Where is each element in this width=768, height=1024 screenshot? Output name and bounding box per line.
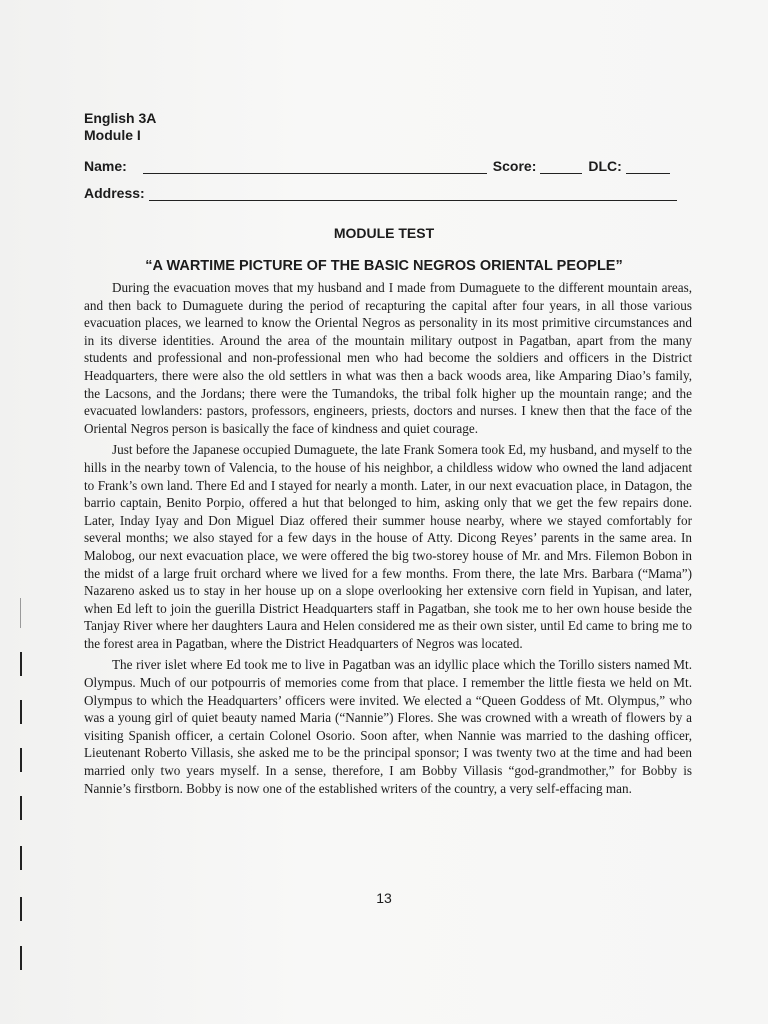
page-number: 13	[376, 890, 392, 906]
module-title: Module I	[84, 127, 141, 143]
binding-mark	[20, 748, 22, 772]
header	[84, 110, 156, 144]
name-score-row	[84, 158, 670, 174]
dlc-field-line	[626, 159, 670, 174]
paragraph: During the evacuation moves that my husband and I made from Dumaguete to the different mountain areas, and then back to Dumaguete during the period of recapturing the capital after four years, in all those various evacuation places, we learned to know the Oriental Negros as personality in its most primitive circumstances and in its diverse identities. Around the area of the mountain military outpost in Pagatban, apart from the many students and professional and non-professional men who had become the soldiers and officers in the District Headquarters, there were also the old settlers in what was then a back woods area, like Amparing Diao’s family, the Lacsons, and the Jordans; there were the Tumandoks, the tribal folk higher up the mountain range; and the evacuated lowlanders: pastors, professors, engineers, priests, doctors and nurses. I knew then that the face of the Oriental Negros person is basically the face of kindness and quiet courage.	[84, 280, 692, 436]
paragraph: The river islet where Ed took me to live in Pagatban was an idyllic place which the Torillo sisters named Mt. Olympus. Much of our potpourris of memories come from that place. I remember the little fiesta we held on Mt. Olympus to which the Headquarters’ officers were invited. We elected a “Queen Goddess of Mt. Olympus,” who was a young girl of quiet beauty named Maria (“Nannie”) Flores. She was crowned with a wreath of flowers by a visiting Spanish officer, a certain Colonel Osorio. Soon after, when Nannie was married to the dashing officer, Lieutenant Roberto Villasis, she asked me to be the principal sponsor; I was twenty two at the time and had been married only two years myself. In a sense, therefore, I am Bobby Villasis “god-grandmother,” for Bobby is Nannie’s firstborn. Bobby is now one of the established writers of the country, a very self-effacing man.	[84, 657, 692, 796]
binding-mark	[20, 946, 22, 970]
name-field-line	[143, 159, 487, 174]
address-row	[84, 185, 677, 201]
binding-mark	[20, 700, 22, 724]
reading-body	[84, 279, 692, 801]
address-label: Address:	[84, 185, 145, 201]
binding-mark	[20, 897, 22, 921]
binding-mark	[20, 796, 22, 820]
score-field-line	[540, 159, 582, 174]
paragraph: Just before the Japanese occupied Dumaguete, the late Frank Somera took Ed, my husband, and myself to the hills in the nearby town of Valencia, to the house of his neighbor, a childless widow who owned the land adjacent to Frank’s own land. There Ed and I stayed for nearly a month. Later, in our next evacuation place, in Datagon, the barrio captain, Benito Porpio, offered a hut that belonged to him, asking only that we get the few repairs done. Later, Inday Iyay and Don Miguel Diaz offered their summer house nearby, where we stayed comfortably for several months; we also stayed for a few days in the house of Atty. Dicong Reyes’ parents in the same area. In Malobog, our next evacuation place, we were offered the big two-storey house of Mr. and Mrs. Filemon Bobon in the midst of a large fruit orchard where we lived for a few months. From there, the late Mrs. Barbara (“Mama”) Nazareno asked us to stay in her house up on a slope overlooking her extensive corn field in Yupisan, and later, when Ed left to join the guerilla District Headquarters staff in Pagatban, she took me to her own house beside the Tanjay River where her daughters Laura and Helen considered me as their own sister, until Ed came to bring me to the forest area in Pagatban, where the District Headquarters of Negros was located.	[84, 442, 692, 651]
name-label: Name:	[84, 158, 127, 174]
address-field-line	[149, 186, 677, 201]
course-title: English 3A	[84, 110, 157, 126]
dlc-label: DLC:	[588, 158, 622, 174]
score-label: Score:	[492, 158, 537, 174]
binding-mark	[20, 652, 22, 676]
binding-mark	[20, 598, 21, 628]
test-title: MODULE TEST	[333, 225, 435, 241]
reading-title: “A WARTIME PICTURE OF THE BASIC NEGROS ORIENTAL PEOPLE”	[145, 258, 623, 274]
binding-mark	[20, 846, 22, 870]
